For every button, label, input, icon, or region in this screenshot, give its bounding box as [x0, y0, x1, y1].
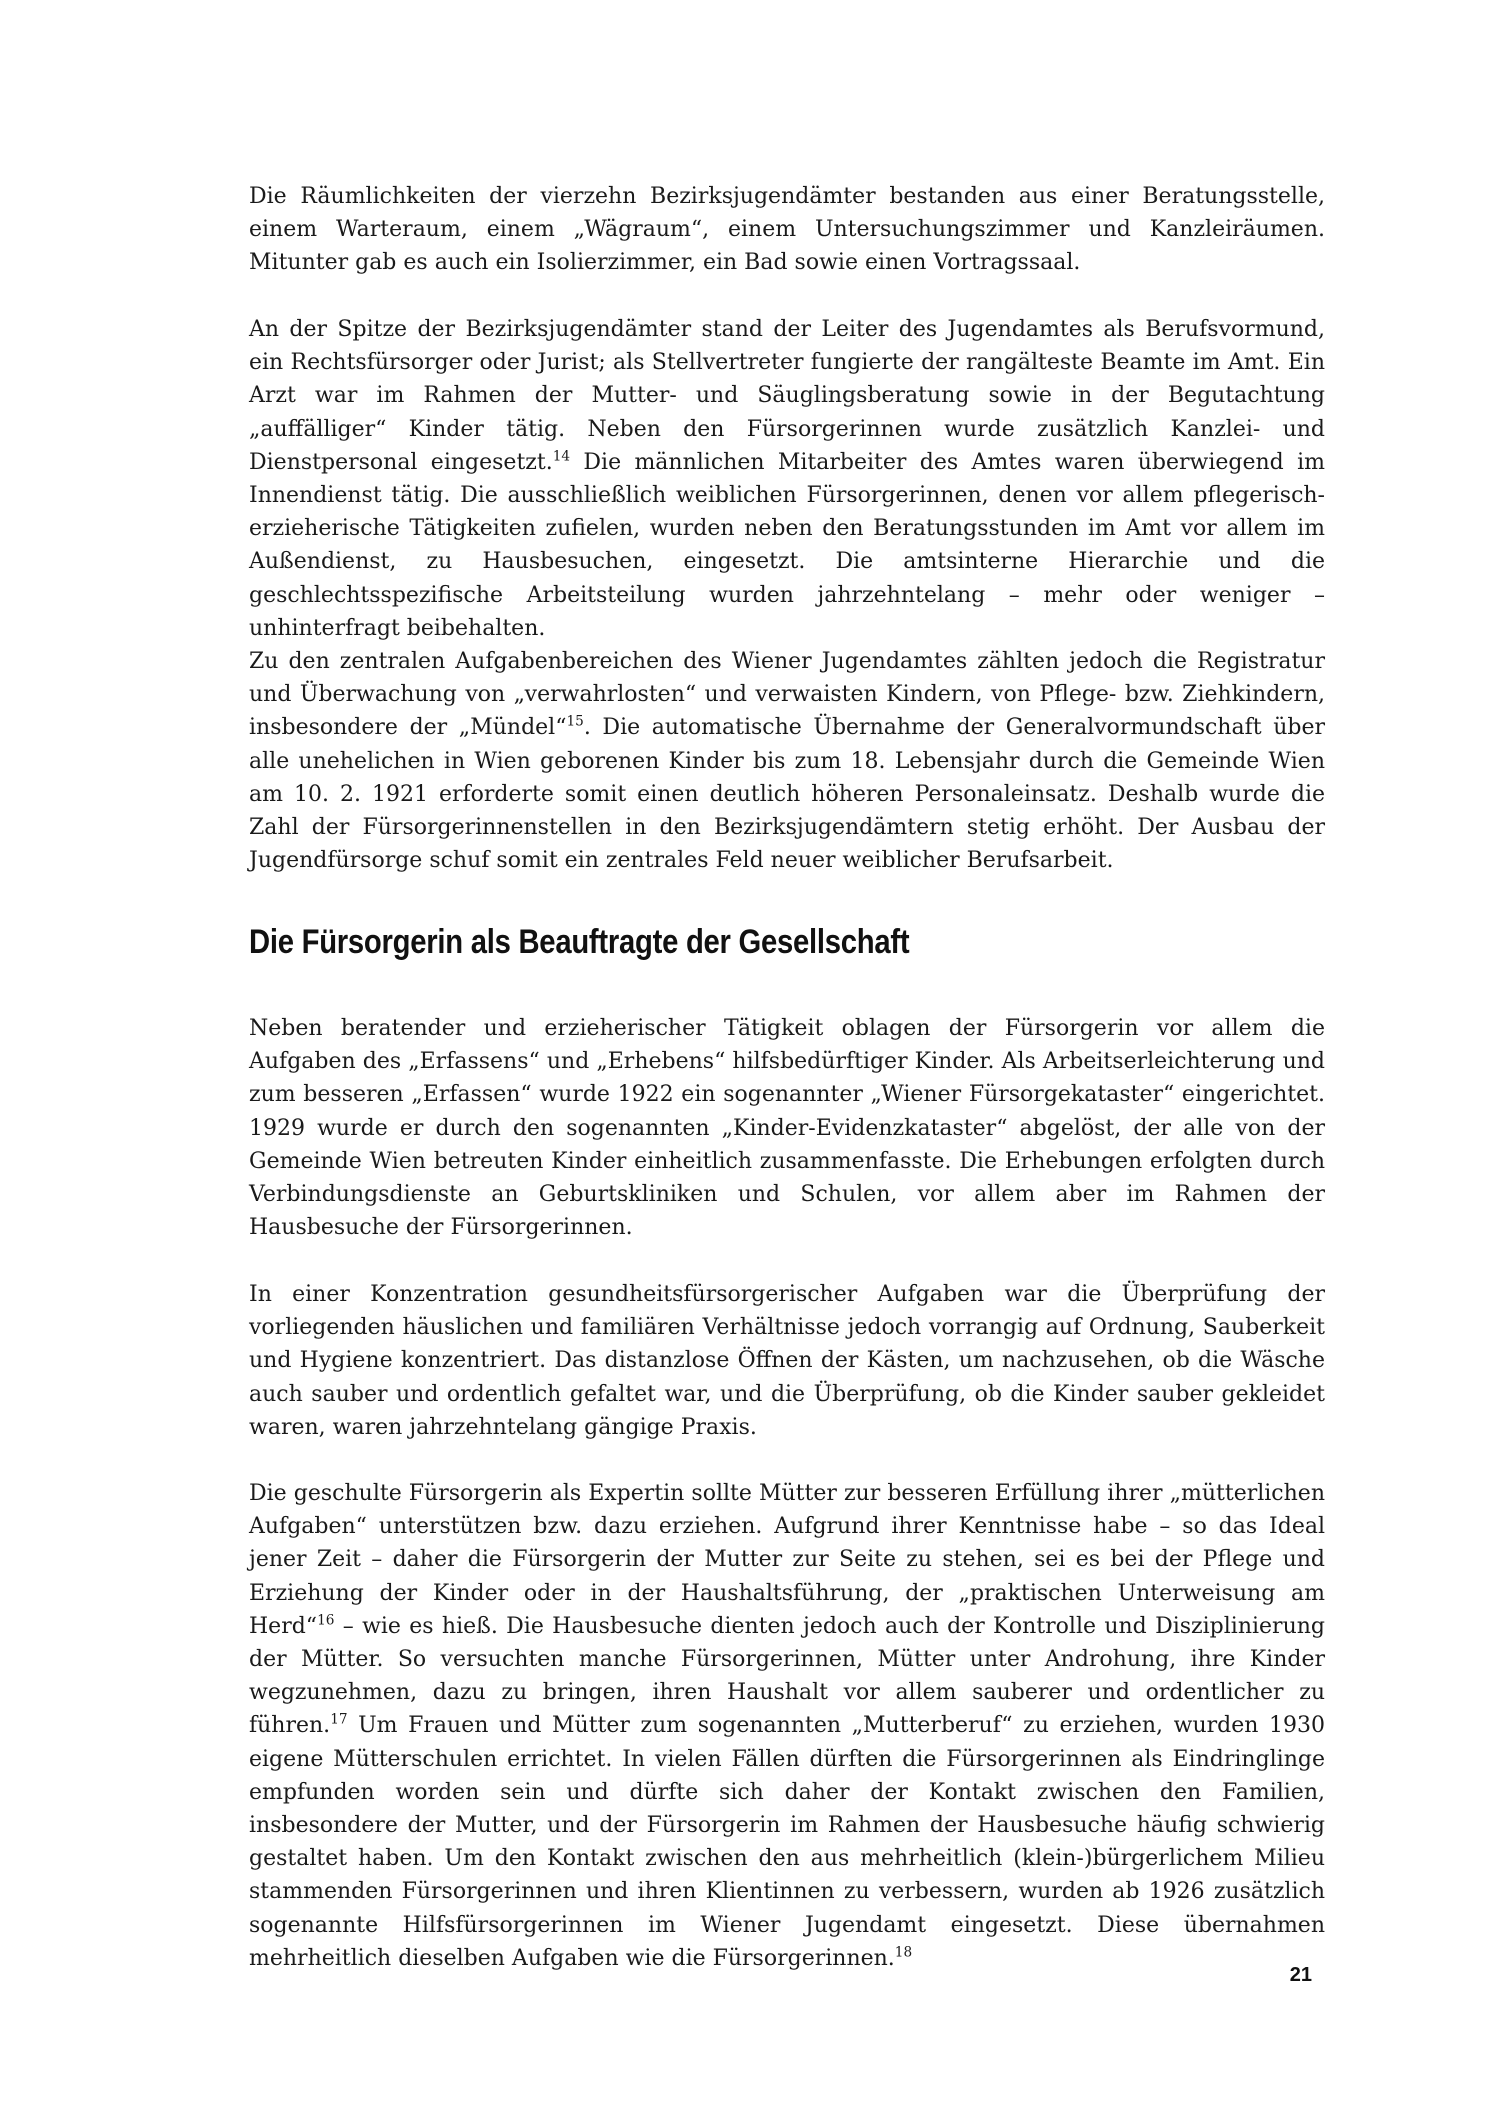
footnote-marker-18: 18 [894, 1944, 913, 1961]
section-heading: Die Fürsorgerin als Beauftragte der Gesellschaft [249, 923, 910, 961]
paragraph-mothers-text-1: Die geschulte Fürsorgerin als Expertin sollte Mütter zur besseren Erfüllung ihrer „mütterlichen Aufgaben“ unterstützen bzw. dazu erziehen. Aufgrund ihrer Kenntnisse habe – so das Ideal jener Zeit – daher die Fürsorgerin der Mutter zur Seite zu stehen, sei es bei der Pflege und Erziehung der Kinder oder in der Haushaltsführung, der „praktischen Unterweisung am Herd“ [249, 1481, 1325, 1639]
paragraph-rooms [249, 180, 1325, 280]
footnote-marker-14: 14 [552, 448, 571, 465]
paragraph-rooms-text: Die Räumlichkeiten der vierzehn Bezirksjugendämter bestanden aus einer Beratungsstelle, einem Warteraum, einem „Wägraum“, einem Untersuchungszimmer und Kanzleiräumen. Mitunter gab es auch ein Isolierzimmer, ein Bad sowie einen Vortragssaal. [249, 184, 1325, 276]
paragraph-staff-text-2: Die männlichen Mitarbeiter des Amtes waren überwiegend im Innendienst tätig. Die ausschließlich weiblichen Fürsorgerinnen, denen vor allem pflegerisch-erzieherische Tätigkeiten zufielen, wurden neben den Beratungsstunden im Amt vor allem im Außendienst, zu Hausbesuchen, eingesetzt. Die amtsinterne Hierarchie und die geschlechtsspezifische Arbeitsteilung wurden jahrzehntelang – mehr oder weniger – unhinterfragt beibehalten. [249, 449, 1325, 641]
paragraph-mothers-text-3: Um Frauen und Mütter zum sogenannten „Mutterberuf“ zu erziehen, wurden 1930 eigene Mütterschulen errichtet. In vielen Fällen dürften die Fürsorgerinnen als Eindringlinge empfunden worden sein und dürfte sich daher der Kontakt zwischen den Familien, insbesondere der Mutter, und der Fürsorgerin im Rahmen der Hausbesuche häufig schwierig gestaltet haben. Um den Kontakt zwischen den aus mehrheitlich (klein-)bürgerlichem Milieu stammenden Fürsorgerinnen und ihren Klientinnen zu verbessern, wurden ab 1926 zusätzlich sogenannte Hilfsfürsorgerinnen im Wiener Jugendamt eingesetzt. Diese übernahmen mehrheitlich dieselben Aufgaben wie die Fürsorgerinnen. [249, 1713, 1325, 1971]
paragraph-registry-text-2: . Die automatische Übernahme der Generalvormundschaft über alle unehelichen in Wien geborenen Kinder bis zum 18. Lebensjahr durch die Gemeinde Wien am 10. 2. 1921 erforderte somit einen deutlich höheren Personaleinsatz. Deshalb wurde die Zahl der Fürsorgerinnenstellen in den Bezirksjugendämtern stetig erhöht. Der Ausbau der Jugendfürsorge schuf somit ein zentrales Feld neuer weiblicher Berufsarbeit. [249, 715, 1325, 874]
paragraph-staff [249, 313, 1325, 645]
paragraph-staff-text-1: An der Spitze der Bezirksjugendämter stand der Leiter des Jugendamtes als Berufsvormund, ein Rechtsfürsorger oder Jurist; als Stellvertreter fungierte der rangälteste Beamte im Amt. Ein Arzt war im Rahmen der Mutter- und Säuglingsberatung sowie in der Begutachtung „auffälliger“ Kinder tätig. Neben den Fürsorgerinnen wurde zusätzlich Kanzlei- und Dienstpersonal eingesetzt. [249, 317, 1325, 475]
paragraph-mothers-text-2: – wie es hieß. Die Hausbesuche dienten jedoch auch der Kontrolle und Disziplinierung der Mütter. So versuchten manche Fürsorgerinnen, Mütter unter Androhung, ihre Kinder wegzunehmen, dazu zu bringen, ihren Haushalt vor allem sauberer und ordentlicher zu führen. [249, 1613, 1325, 1739]
paragraph-hygiene [249, 1278, 1325, 1444]
paragraph-mothers [249, 1477, 1325, 1975]
footnote-marker-15: 15 [566, 714, 584, 731]
paragraph-registry [249, 645, 1325, 877]
footnote-marker-17: 17 [330, 1712, 348, 1729]
paragraph-tasks-text: Neben beratender und erzieherischer Tätigkeit oblagen der Fürsorgerin vor allem die Aufgaben des „Erfassens“ und „Erhebens“ hilfsbedürftiger Kinder. Als Arbeitserleichterung und zum besseren „Erfassen“ wurde 1922 ein sogenannter „Wiener Fürsorgekataster“ eingerichtet. 1929 wurde er durch den sogenannten „Kinder-Evidenzkataster“ abgelöst, der alle von der Gemeinde Wien betreuten Kinder einheitlich zusammenfasste. Die Erhebungen erfolgten durch Verbindungsdienste an Geburtskliniken und Schulen, vor allem aber im Rahmen der Hausbesuche der Fürsorgerinnen. [249, 1016, 1325, 1241]
paragraph-hygiene-text: In einer Konzentration gesundheitsfürsorgerischer Aufgaben war die Überprüfung der vorliegenden häuslichen und familiären Verhältnisse jedoch vorrangig auf Ordnung, Sauberkeit und Hygiene konzentriert. Das distanzlose Öffnen der Kästen, um nachzusehen, ob die Wäsche auch sauber und ordentlich gefaltet war, und die Überprüfung, ob die Kinder sauber gekleidet waren, waren jahrzehntelang gängige Praxis. [249, 1282, 1325, 1440]
paragraph-tasks [249, 1012, 1325, 1244]
page-number: 21 [1289, 1964, 1312, 1986]
paragraph-registry-text-1: Zu den zentralen Aufgabenbereichen des Wiener Jugendamtes zählten jedoch die Registratur und Überwachung von „verwahrlosten“ und verwaisten Kindern, von Pflege- bzw. Ziehkindern, insbesondere der „Mündel“ [249, 649, 1325, 741]
footnote-marker-16: 16 [317, 1612, 335, 1629]
